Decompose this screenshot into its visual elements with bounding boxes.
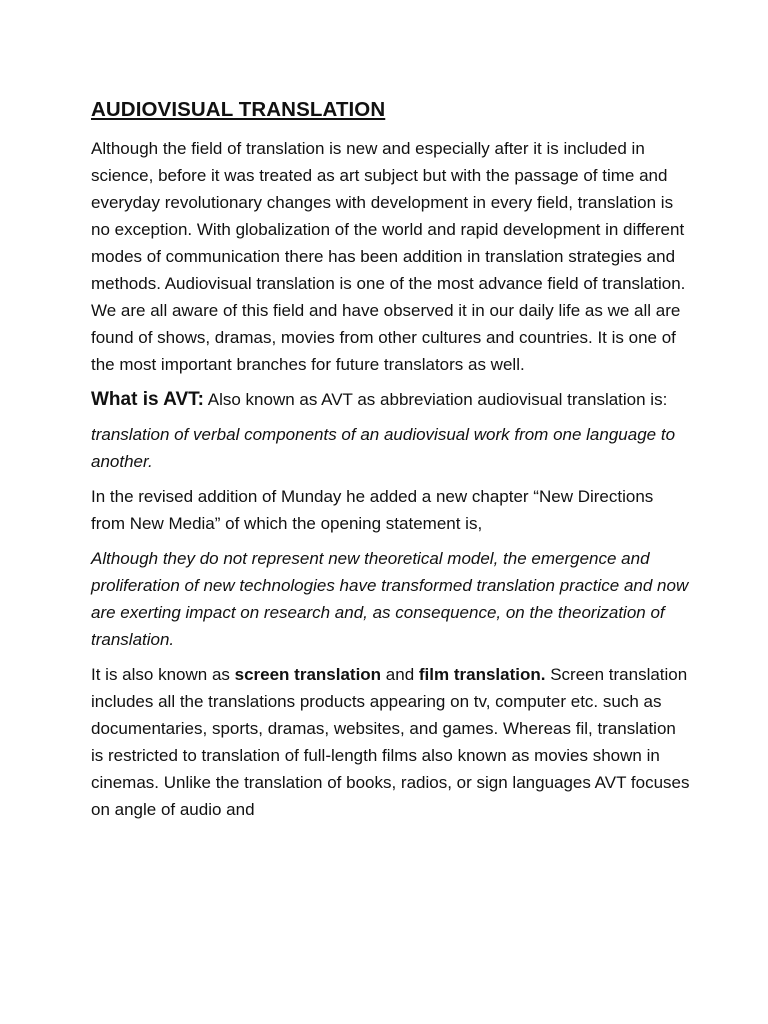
- avt-definition-paragraph: [91, 386, 691, 413]
- screen-translation-term: screen translation: [234, 665, 382, 684]
- screen-text-2: and: [381, 665, 419, 684]
- avt-heading-text: Also known as AVT as abbreviation audiovisual translation is:: [203, 390, 668, 409]
- document-body: [91, 96, 691, 831]
- screen-text-3: Screen translation includes all the translations products appearing on tv, computer etc. such as documentaries, sports, dramas, websites, and games. Whereas fil, translation is restricted to translation of full-length films also known as movies shown in cinemas. Unlike the translation of books, radios, or sign languages AVT focuses on angle of audio and: [91, 665, 690, 819]
- munday-quote: Although they do not represent new theoretical model, the emergence and proliferation of new technologies have transformed translation practice and now are exerting impact on research and, as consequence, on the theorization of translation.: [91, 549, 689, 649]
- document-title: AUDIOVISUAL TRANSLATION: [91, 98, 386, 121]
- film-translation-term: film translation.: [418, 665, 546, 684]
- screen-text-1: It is also known as: [91, 665, 235, 684]
- intro-paragraph: Although the field of translation is new and especially after it is included in science, before it was treated as art subject but with the passage of time and everyday revolutionary changes with development in every field, translation is no exception. With globalization of the world and rapid development in different modes of communication there has been addition in translation strategies and methods. Audiovisual translation is one of the most advance field of translation. We are all aware of this field and have observed it in our daily life as we all are found of shows, dramas, movies from other cultures and countries. It is one of the most important branches for future translators as well.: [91, 139, 686, 374]
- screen-translation-paragraph: [91, 661, 691, 823]
- definition-quote: translation of verbal components of an audiovisual work from one language to another.: [91, 425, 676, 471]
- avt-heading: What is AVT:: [91, 389, 204, 410]
- munday-paragraph: In the revised addition of Munday he added a new chapter “New Directions from New Media” of which the opening statement is,: [91, 487, 654, 533]
